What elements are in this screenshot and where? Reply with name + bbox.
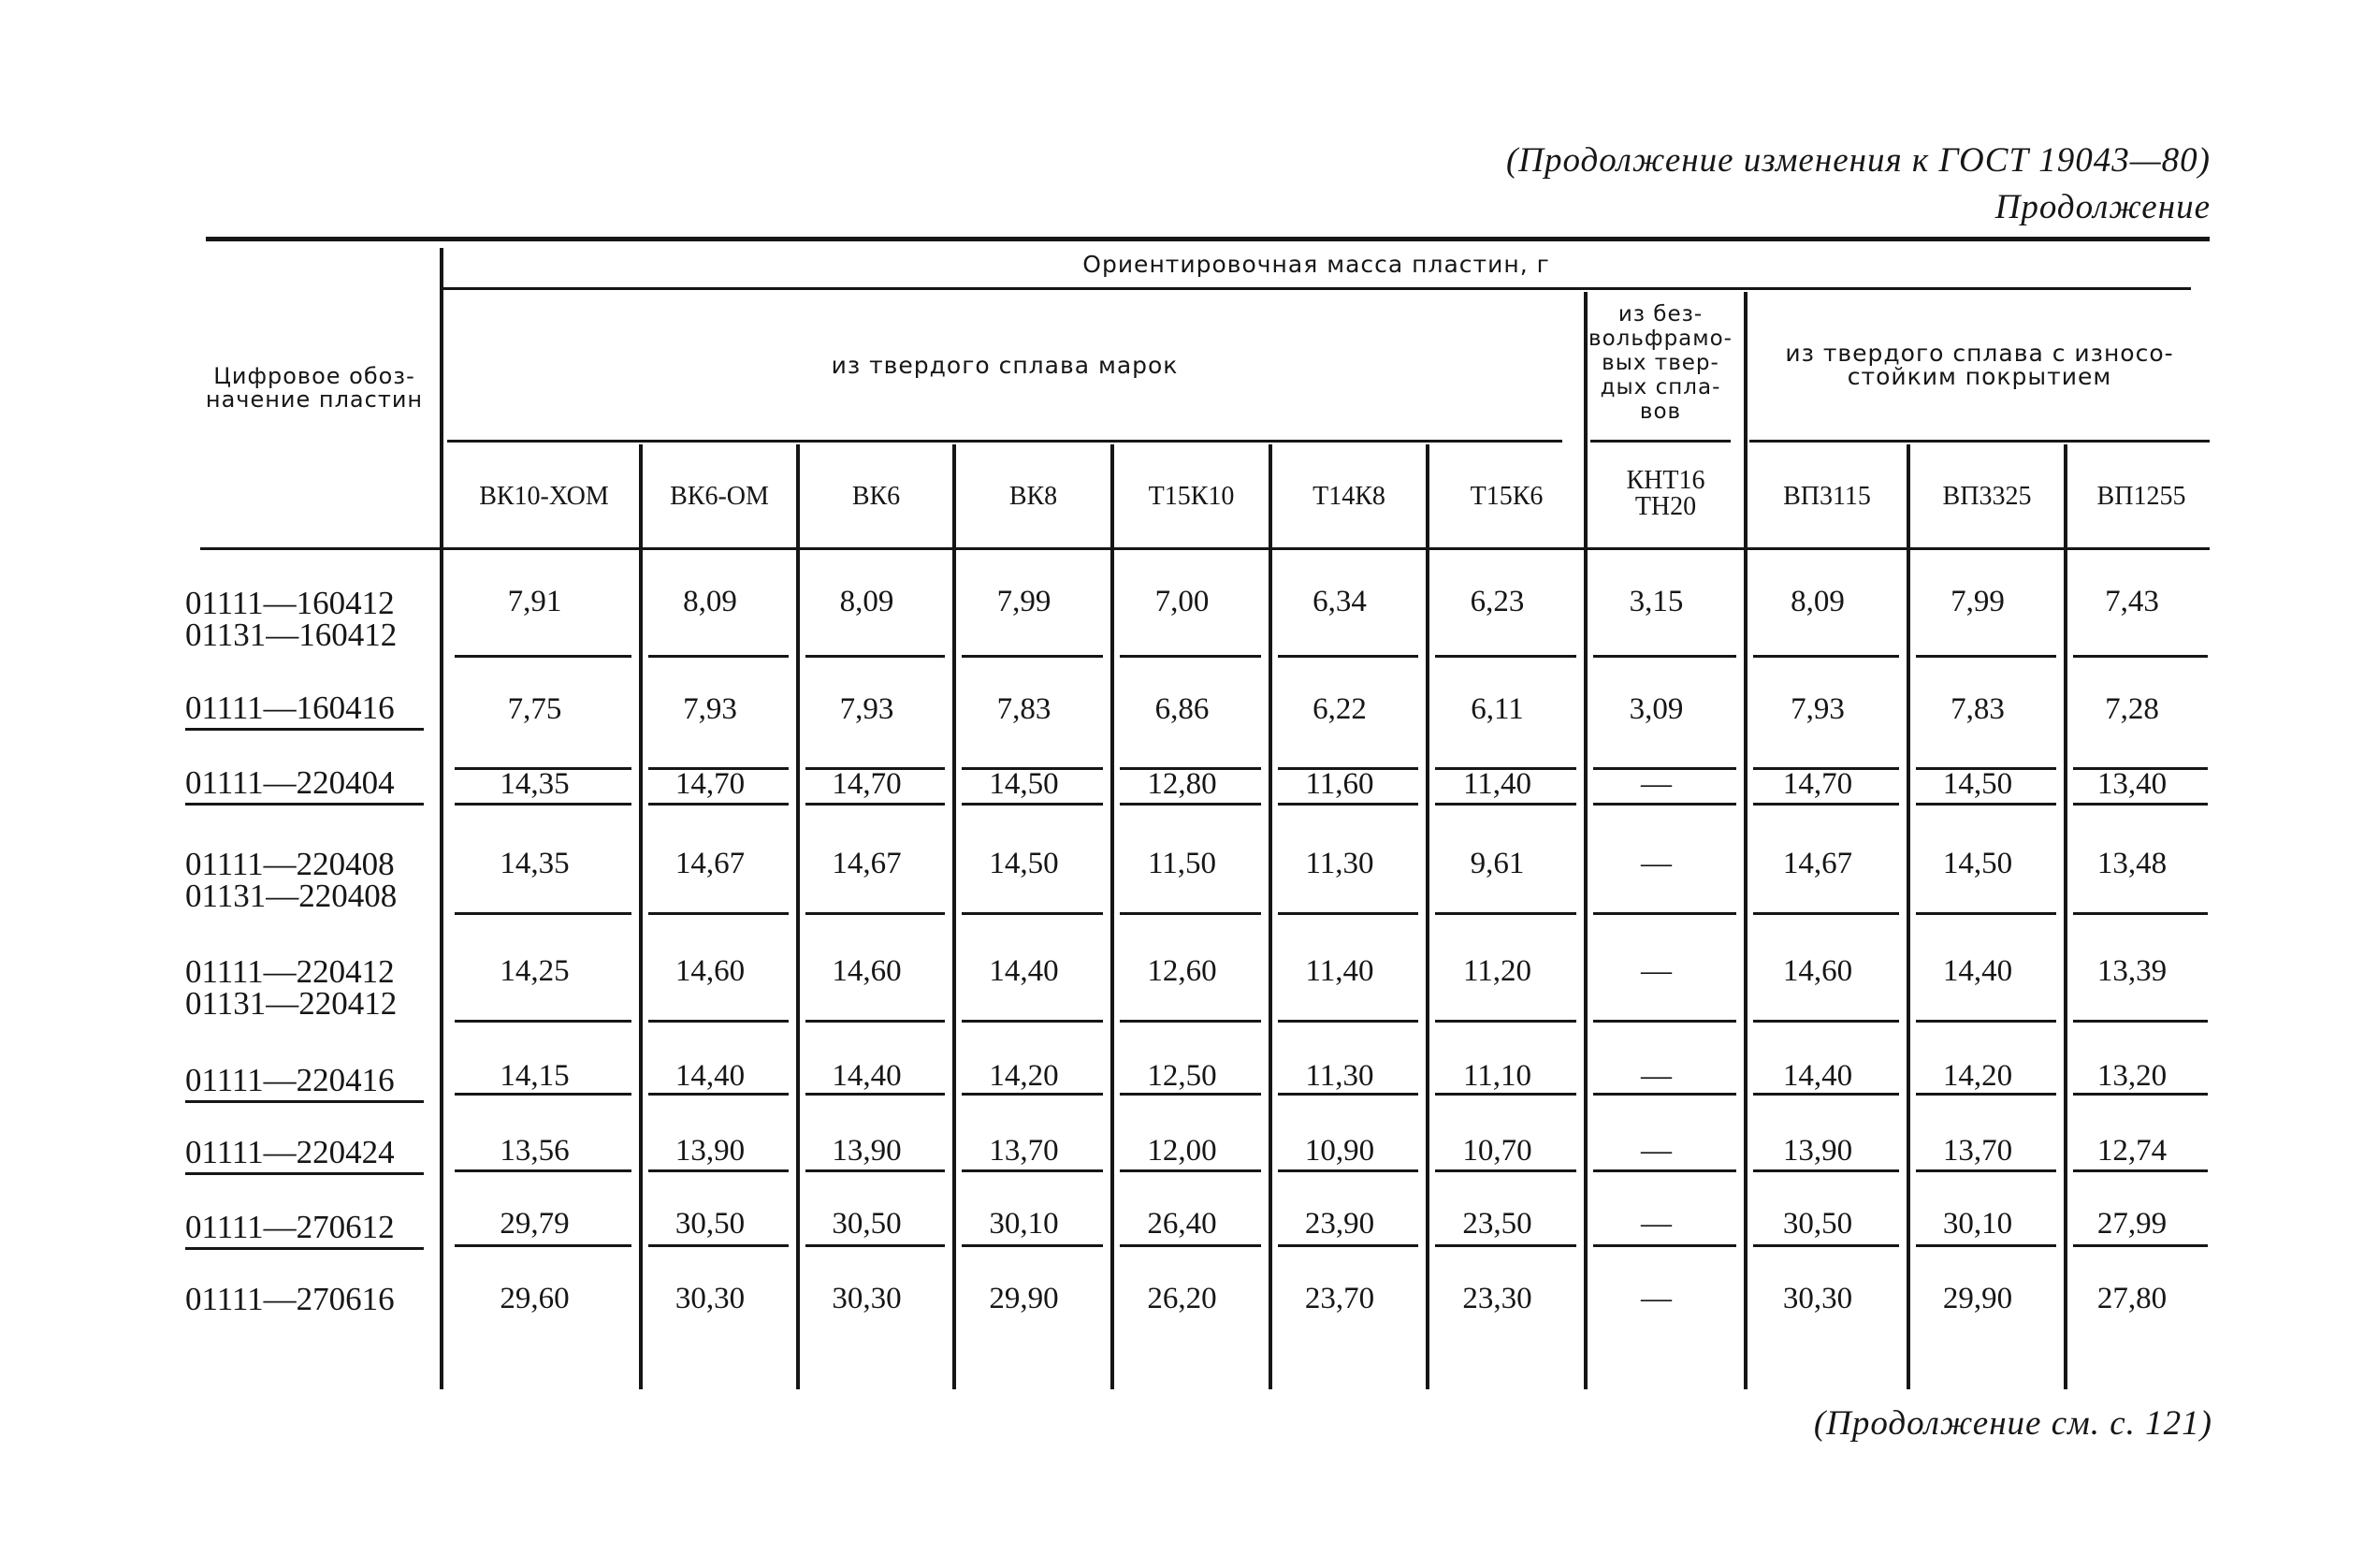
table-cell: 14,67 xyxy=(674,847,746,880)
cell-underline xyxy=(805,1244,945,1247)
row-designation xyxy=(185,692,395,724)
cell-underline xyxy=(455,1093,631,1096)
row-designation xyxy=(185,1062,395,1098)
table-cell: 7,43 xyxy=(2105,585,2159,618)
table-cell: — xyxy=(1641,767,1672,801)
cell-underline xyxy=(648,1244,789,1247)
designation-underline xyxy=(185,728,424,731)
cell-underline xyxy=(1435,1244,1576,1247)
cell-underline xyxy=(1593,1169,1736,1172)
cell-underline xyxy=(1120,912,1261,915)
table-cell: 30,10 xyxy=(1942,1207,2013,1241)
table-cell: 14,35 xyxy=(500,767,570,801)
column-header-6: Т14К8 xyxy=(1313,482,1385,511)
table-cell: 6,34 xyxy=(1313,585,1367,618)
table-cell: 29,60 xyxy=(500,1282,570,1315)
cell-underline xyxy=(962,912,1103,915)
designation-header: Цифровое обоз- начение пластин xyxy=(205,363,424,413)
table-cell: 11,40 xyxy=(1462,767,1532,801)
cell-underline xyxy=(1435,1020,1576,1023)
table-cell: 6,23 xyxy=(1470,585,1525,618)
designation-line: 01111—220424 xyxy=(185,1134,395,1170)
table-cell: 11,10 xyxy=(1462,1059,1532,1093)
table-cell: 7,83 xyxy=(996,692,1051,726)
table-cell: 6,22 xyxy=(1313,692,1367,726)
table-cell: 13,40 xyxy=(2096,767,2168,801)
table-cell: 11,20 xyxy=(1462,954,1532,988)
table-cell: 14,40 xyxy=(832,1059,902,1093)
table-cell: 11,50 xyxy=(1147,847,1217,880)
cell-underline xyxy=(962,655,1103,658)
cell-underline xyxy=(2073,1169,2208,1172)
table-cell: 14,50 xyxy=(1942,847,2013,880)
subheader-rule-mid xyxy=(1590,440,1731,443)
table-cell: 14,50 xyxy=(989,847,1059,880)
table-cell: 11,30 xyxy=(1305,1059,1374,1093)
designation-underline xyxy=(185,1100,424,1103)
table-cell: 12,80 xyxy=(1147,767,1217,801)
group-coated: из твердого сплава с износо- стойким покрытием xyxy=(1785,340,2174,390)
cell-underline xyxy=(455,803,631,806)
table-cell: 14,35 xyxy=(500,847,570,880)
cell-underline xyxy=(1916,1020,2056,1023)
row-designation xyxy=(185,1134,395,1170)
cell-underline xyxy=(962,1169,1103,1172)
group-tungsten-free: из без- вольфрамо- вых твер- дых спла- вов xyxy=(1588,302,1733,424)
table-cell: 27,99 xyxy=(2096,1207,2168,1241)
table-cell: 14,40 xyxy=(674,1059,746,1093)
table-cell: 23,50 xyxy=(1462,1207,1532,1241)
cell-underline xyxy=(1753,1244,1899,1247)
table-cell: 29,79 xyxy=(500,1207,570,1241)
row-designation xyxy=(185,1209,395,1245)
cell-underline xyxy=(962,1020,1103,1023)
column-divider-1 xyxy=(440,248,443,1389)
table-cell: — xyxy=(1641,1282,1672,1315)
table-cell: 26,20 xyxy=(1147,1282,1217,1315)
table-cell: 12,50 xyxy=(1147,1059,1217,1093)
column-header-9: ВП3115 xyxy=(1783,482,1871,511)
cell-underline xyxy=(1593,803,1736,806)
table-cell: 14,20 xyxy=(989,1059,1059,1093)
mass-header: Ориентировочная масса пластин, г xyxy=(1082,250,1550,278)
cell-underline xyxy=(1278,1244,1418,1247)
table-cell: 14,50 xyxy=(989,767,1059,801)
cell-underline xyxy=(1916,655,2056,658)
cell-underline xyxy=(1593,1244,1736,1247)
table-top-rule xyxy=(206,237,2210,241)
cell-underline xyxy=(1435,1093,1576,1096)
row-designation xyxy=(185,846,398,914)
designation-underline xyxy=(185,1247,424,1250)
table-cell: 14,60 xyxy=(832,954,902,988)
table-cell: 29,90 xyxy=(989,1282,1059,1315)
table-cell: 14,67 xyxy=(1782,847,1853,880)
cell-underline xyxy=(455,1020,631,1023)
table-cell: 7,00 xyxy=(1154,585,1210,618)
table-cell: 13,39 xyxy=(2096,954,2168,988)
designation-line: 01111—220412 xyxy=(185,953,395,990)
table-cell: 30,50 xyxy=(674,1207,746,1241)
table-cell: 11,60 xyxy=(1305,767,1374,801)
designation-underline xyxy=(185,803,424,806)
cell-underline xyxy=(2073,1093,2208,1096)
subheader-rule-left xyxy=(447,440,1562,443)
table-cell: 14,70 xyxy=(674,767,746,801)
cell-underline xyxy=(1120,655,1261,658)
cell-underline xyxy=(1593,1093,1736,1096)
cell-underline xyxy=(805,912,945,915)
cell-underline xyxy=(648,655,789,658)
table-cell: 3,15 xyxy=(1629,585,1684,618)
cell-underline xyxy=(2073,655,2208,658)
cell-underline xyxy=(1435,912,1576,915)
table-cell: 30,50 xyxy=(832,1207,902,1241)
cell-underline xyxy=(1120,1169,1261,1172)
cell-underline xyxy=(1916,803,2056,806)
cell-underline xyxy=(805,803,945,806)
table-cell: 3,09 xyxy=(1629,692,1684,726)
cell-underline xyxy=(962,1093,1103,1096)
designation-line: 01131—220412 xyxy=(185,985,398,1022)
table-cell: 10,70 xyxy=(1462,1134,1532,1168)
cell-underline xyxy=(648,1093,789,1096)
column-header-1: ВК10-ХОМ xyxy=(479,482,609,511)
table-cell: 8,09 xyxy=(839,585,894,618)
table-cell: 7,83 xyxy=(1951,692,2005,726)
cell-underline xyxy=(1278,912,1418,915)
cell-underline xyxy=(2073,1020,2208,1023)
column-header-3: ВК6 xyxy=(851,482,901,511)
cell-underline xyxy=(1916,1093,2056,1096)
table-cell: 13,20 xyxy=(2096,1059,2168,1093)
table-cell: 12,00 xyxy=(1147,1134,1217,1168)
table-cell: 23,90 xyxy=(1304,1207,1375,1241)
cell-underline xyxy=(1916,912,2056,915)
table-cell: 11,40 xyxy=(1305,954,1374,988)
cell-underline xyxy=(805,1169,945,1172)
table-cell: 7,99 xyxy=(996,585,1051,618)
cell-underline xyxy=(1120,1093,1261,1096)
table-cell: 7,91 xyxy=(507,585,562,618)
cell-underline xyxy=(1753,803,1899,806)
designation-line: 01111—270612 xyxy=(185,1209,395,1245)
table-cell: 30,10 xyxy=(989,1207,1059,1241)
table-cell: 7,99 xyxy=(1951,585,2005,618)
continuation-title: (Продолжение изменения к ГОСТ 19043—80) xyxy=(1505,141,2211,180)
row-designation xyxy=(185,1281,395,1317)
designation-line: 01111—160412 xyxy=(185,585,395,621)
table-cell: 23,30 xyxy=(1462,1282,1532,1315)
row-designation xyxy=(185,764,395,801)
cell-underline xyxy=(962,1244,1103,1247)
table-cell: 7,28 xyxy=(2105,692,2159,726)
table-cell: 14,60 xyxy=(1782,954,1853,988)
designation-line: 01111—270616 xyxy=(185,1281,395,1317)
cell-underline xyxy=(648,912,789,915)
cell-underline xyxy=(1753,1169,1899,1172)
cell-underline xyxy=(1435,803,1576,806)
table-cell: 13,90 xyxy=(832,1134,902,1168)
table-cell: 12,60 xyxy=(1147,954,1217,988)
table-cell: 27,80 xyxy=(2096,1282,2168,1315)
table-cell: 29,90 xyxy=(1942,1282,2013,1315)
table-cell: 7,93 xyxy=(839,692,894,726)
column-header-2: ВК6-ОМ xyxy=(670,482,769,511)
table-cell: 14,40 xyxy=(989,954,1059,988)
table-cell: 6,11 xyxy=(1471,692,1524,726)
group-divider-2 xyxy=(1744,292,1748,444)
table-cell: 14,25 xyxy=(500,954,570,988)
table-cell: 9,61 xyxy=(1470,847,1525,880)
cell-underline xyxy=(1278,655,1418,658)
table-cell: 13,70 xyxy=(1942,1134,2013,1168)
designation-line: 01111—220408 xyxy=(185,846,395,882)
table-cell: 8,09 xyxy=(683,585,737,618)
designation-line: 01111—160416 xyxy=(185,690,395,726)
designation-line: 01131—160412 xyxy=(185,617,398,653)
cell-underline xyxy=(648,803,789,806)
table-cell: 13,90 xyxy=(1782,1134,1853,1168)
table-cell: 14,50 xyxy=(1942,767,2013,801)
cell-underline xyxy=(1753,1020,1899,1023)
cell-underline xyxy=(1278,1093,1418,1096)
cell-underline xyxy=(2073,1244,2208,1247)
cell-underline xyxy=(1753,1093,1899,1096)
table-cell: 13,48 xyxy=(2096,847,2168,880)
table-cell: 14,70 xyxy=(1782,767,1853,801)
column-header-10: ВП3325 xyxy=(1942,482,2032,511)
cell-underline xyxy=(1120,803,1261,806)
table-cell: 23,70 xyxy=(1304,1282,1375,1315)
cell-underline xyxy=(648,1169,789,1172)
cell-underline xyxy=(805,1020,945,1023)
cell-underline xyxy=(1435,655,1576,658)
table-cell: 30,50 xyxy=(1782,1207,1853,1241)
cell-underline xyxy=(962,803,1103,806)
continuation-subtitle: Продолжение xyxy=(1994,188,2211,226)
cell-underline xyxy=(1435,1169,1576,1172)
cell-underline xyxy=(1593,1020,1736,1023)
column-header-5: Т15К10 xyxy=(1148,482,1235,511)
designation-line: 01131—220408 xyxy=(185,878,398,914)
table-cell: 10,90 xyxy=(1304,1134,1375,1168)
table-cell: 7,75 xyxy=(507,692,562,726)
cell-underline xyxy=(2073,803,2208,806)
table-cell: 8,09 xyxy=(1791,585,1845,618)
row-designation xyxy=(185,953,398,1022)
subheader-rule-right xyxy=(1749,440,2210,443)
table-cell: 14,40 xyxy=(1782,1059,1853,1093)
cell-underline xyxy=(455,1169,631,1172)
designation-line: 01111—220416 xyxy=(185,1062,395,1098)
table-cell: 13,56 xyxy=(500,1134,570,1168)
cell-underline xyxy=(1916,1244,2056,1247)
table-cell: 30,30 xyxy=(1782,1282,1853,1315)
cell-underline xyxy=(455,1244,631,1247)
table-cell: 13,90 xyxy=(674,1134,746,1168)
cell-underline xyxy=(455,912,631,915)
table-cell: 14,20 xyxy=(1942,1059,2013,1093)
designation-underline xyxy=(185,1172,424,1175)
footer-note: (Продолжение см. с. 121) xyxy=(1813,1404,2212,1443)
group-divider-1 xyxy=(1584,292,1588,444)
table-cell: 30,30 xyxy=(674,1282,746,1315)
table-cell: 6,86 xyxy=(1154,692,1210,726)
cell-underline xyxy=(1278,1020,1418,1023)
cell-underline xyxy=(2073,912,2208,915)
mass-header-rule xyxy=(442,287,2191,290)
table-cell: 12,74 xyxy=(2096,1134,2168,1168)
table-cell: 13,70 xyxy=(989,1134,1059,1168)
cell-underline xyxy=(1916,1169,2056,1172)
table-cell: — xyxy=(1641,1059,1672,1093)
table-cell: 7,93 xyxy=(1791,692,1845,726)
table-cell: 14,67 xyxy=(832,847,902,880)
table-cell: 14,40 xyxy=(1942,954,2013,988)
cell-underline xyxy=(1278,803,1418,806)
cell-underline xyxy=(1278,1169,1418,1172)
cell-underline xyxy=(1753,655,1899,658)
table-cell: — xyxy=(1641,1134,1672,1168)
cell-underline xyxy=(455,655,631,658)
cell-underline xyxy=(1593,655,1736,658)
cell-underline xyxy=(648,1020,789,1023)
group-hard-alloy: из твердого сплава марок xyxy=(831,351,1179,379)
table-cell: 14,70 xyxy=(832,767,902,801)
table-cell: 30,30 xyxy=(832,1282,902,1315)
cell-underline xyxy=(1120,1244,1261,1247)
table-cell: 26,40 xyxy=(1147,1207,1217,1241)
column-header-11: ВП1255 xyxy=(2096,482,2186,511)
cell-underline xyxy=(1753,912,1899,915)
table-cell: 11,30 xyxy=(1305,847,1374,880)
table-cell: 14,60 xyxy=(674,954,746,988)
cell-underline xyxy=(1593,912,1736,915)
table-cell: 14,15 xyxy=(500,1059,570,1093)
row-designation xyxy=(185,585,398,653)
column-header-4: ВК8 xyxy=(1008,482,1058,511)
designation-line: 01111—220404 xyxy=(185,764,395,801)
table-cell: — xyxy=(1641,847,1672,880)
cell-underline xyxy=(1120,1020,1261,1023)
column-header-8: КНТ16 ТН20 xyxy=(1626,466,1705,521)
cell-underline xyxy=(805,655,945,658)
table-cell: 7,93 xyxy=(683,692,737,726)
table-cell: — xyxy=(1641,1207,1672,1241)
table-cell: — xyxy=(1641,954,1672,988)
column-header-7: Т15К6 xyxy=(1470,482,1544,511)
cell-underline xyxy=(805,1093,945,1096)
